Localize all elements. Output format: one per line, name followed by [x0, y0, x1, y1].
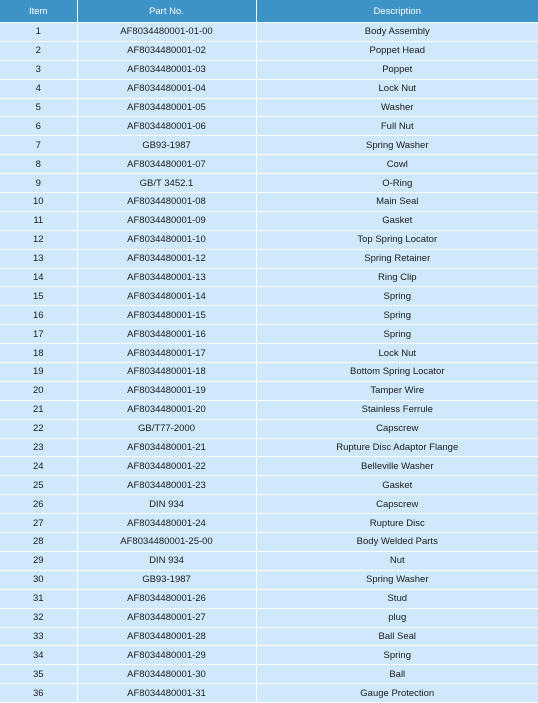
- item-cell: 24: [0, 457, 77, 476]
- description-cell: Spring Washer: [256, 136, 538, 155]
- table-row: [0, 41, 538, 60]
- table-row: [0, 665, 538, 684]
- description-cell: Lock Nut: [256, 79, 538, 98]
- part-no-cell: AF8034480001-27: [77, 608, 256, 627]
- part-no-cell: GB93-1987: [77, 136, 256, 155]
- part-no-cell: AF8034480001-02: [77, 41, 256, 60]
- item-cell: 25: [0, 476, 77, 495]
- item-cell: 22: [0, 419, 77, 438]
- description-cell: Spring Retainer: [256, 249, 538, 268]
- description-cell: Spring: [256, 306, 538, 325]
- item-cell: 27: [0, 514, 77, 533]
- table-row: [0, 60, 538, 79]
- description-cell: Ball: [256, 665, 538, 684]
- table-row: [0, 400, 538, 419]
- table-row: [0, 325, 538, 344]
- item-cell: 13: [0, 249, 77, 268]
- item-cell: 32: [0, 608, 77, 627]
- table-row: [0, 268, 538, 287]
- item-cell: 3: [0, 60, 77, 79]
- part-no-cell: AF8034480001-31: [77, 684, 256, 703]
- item-cell: 16: [0, 306, 77, 325]
- item-cell: 12: [0, 230, 77, 249]
- part-no-cell: AF8034480001-07: [77, 155, 256, 174]
- description-cell: Rupture Disc: [256, 514, 538, 533]
- part-no-cell: AF8034480001-17: [77, 344, 256, 363]
- description-cell: Nut: [256, 551, 538, 570]
- part-no-cell: AF8034480001-28: [77, 627, 256, 646]
- header-row: [0, 0, 538, 23]
- part-no-cell: AF8034480001-05: [77, 98, 256, 117]
- description-cell: Spring Washer: [256, 570, 538, 589]
- item-cell: 14: [0, 268, 77, 287]
- part-no-cell: AF8034480001-20: [77, 400, 256, 419]
- part-no-cell: AF8034480001-25-00: [77, 533, 256, 552]
- item-cell: 23: [0, 438, 77, 457]
- part-no-cell: AF8034480001-13: [77, 268, 256, 287]
- item-cell: 6: [0, 117, 77, 136]
- header-item: Item: [0, 0, 77, 23]
- description-cell: Poppet: [256, 60, 538, 79]
- item-cell: 21: [0, 400, 77, 419]
- description-cell: O-Ring: [256, 174, 538, 193]
- table-row: [0, 381, 538, 400]
- part-no-cell: AF8034480001-15: [77, 306, 256, 325]
- part-no-cell: GB93-1987: [77, 570, 256, 589]
- part-no-cell: AF8034480001-14: [77, 287, 256, 306]
- part-no-cell: GB/T77-2000: [77, 419, 256, 438]
- part-no-cell: AF8034480001-30: [77, 665, 256, 684]
- description-cell: Gasket: [256, 476, 538, 495]
- item-cell: 4: [0, 79, 77, 98]
- table-row: [0, 438, 538, 457]
- item-cell: 36: [0, 684, 77, 703]
- table-row: [0, 79, 538, 98]
- table-row: [0, 155, 538, 174]
- part-no-cell: AF8034480001-29: [77, 646, 256, 665]
- table-row: [0, 495, 538, 514]
- item-cell: 19: [0, 363, 77, 382]
- description-cell: Belleville Washer: [256, 457, 538, 476]
- description-cell: Ring Clip: [256, 268, 538, 287]
- description-cell: Gasket: [256, 211, 538, 230]
- table-row: [0, 514, 538, 533]
- item-cell: 7: [0, 136, 77, 155]
- table-row: [0, 608, 538, 627]
- item-cell: 2: [0, 41, 77, 60]
- part-no-cell: GB/T 3452.1: [77, 174, 256, 193]
- description-cell: plug: [256, 608, 538, 627]
- item-cell: 17: [0, 325, 77, 344]
- table-row: [0, 551, 538, 570]
- item-cell: 35: [0, 665, 77, 684]
- table-row: [0, 98, 538, 117]
- item-cell: 5: [0, 98, 77, 117]
- description-cell: Capscrew: [256, 495, 538, 514]
- header-description: Description: [256, 0, 538, 23]
- description-cell: Spring: [256, 287, 538, 306]
- table-body: [0, 23, 538, 703]
- table-row: [0, 23, 538, 42]
- description-cell: Full Nut: [256, 117, 538, 136]
- part-no-cell: AF8034480001-22: [77, 457, 256, 476]
- table-row: [0, 287, 538, 306]
- part-no-cell: AF8034480001-01-00: [77, 23, 256, 42]
- item-cell: 30: [0, 570, 77, 589]
- item-cell: 20: [0, 381, 77, 400]
- part-no-cell: AF8034480001-21: [77, 438, 256, 457]
- part-no-cell: AF8034480001-16: [77, 325, 256, 344]
- table-row: [0, 457, 538, 476]
- part-no-cell: AF8034480001-26: [77, 589, 256, 608]
- description-cell: Body Assembly: [256, 23, 538, 42]
- description-cell: Washer: [256, 98, 538, 117]
- description-cell: Body Welded Parts: [256, 533, 538, 552]
- part-no-cell: AF8034480001-06: [77, 117, 256, 136]
- part-no-cell: AF8034480001-08: [77, 193, 256, 212]
- table-row: [0, 174, 538, 193]
- item-cell: 34: [0, 646, 77, 665]
- table-row: [0, 363, 538, 382]
- description-cell: Poppet Head: [256, 41, 538, 60]
- part-no-cell: DIN 934: [77, 495, 256, 514]
- item-cell: 28: [0, 533, 77, 552]
- description-cell: Spring: [256, 325, 538, 344]
- item-cell: 26: [0, 495, 77, 514]
- description-cell: Gauge Protection: [256, 684, 538, 703]
- table-row: [0, 193, 538, 212]
- table-row: [0, 117, 538, 136]
- part-no-cell: AF8034480001-10: [77, 230, 256, 249]
- part-no-cell: AF8034480001-12: [77, 249, 256, 268]
- part-no-cell: AF8034480001-23: [77, 476, 256, 495]
- item-cell: 31: [0, 589, 77, 608]
- description-cell: Stud: [256, 589, 538, 608]
- table-row: [0, 419, 538, 438]
- item-cell: 11: [0, 211, 77, 230]
- part-no-cell: AF8034480001-04: [77, 79, 256, 98]
- part-no-cell: AF8034480001-18: [77, 363, 256, 382]
- table-row: [0, 211, 538, 230]
- description-cell: Main Seal: [256, 193, 538, 212]
- part-no-cell: AF8034480001-09: [77, 211, 256, 230]
- item-cell: 9: [0, 174, 77, 193]
- item-cell: 10: [0, 193, 77, 212]
- table-row: [0, 306, 538, 325]
- part-no-cell: AF8034480001-24: [77, 514, 256, 533]
- description-cell: Tamper Wire: [256, 381, 538, 400]
- table-row: [0, 533, 538, 552]
- part-no-cell: DIN 934: [77, 551, 256, 570]
- description-cell: Bottom Spring Locator: [256, 363, 538, 382]
- description-cell: Spring: [256, 646, 538, 665]
- item-cell: 18: [0, 344, 77, 363]
- part-no-cell: AF8034480001-03: [77, 60, 256, 79]
- description-cell: Lock Nut: [256, 344, 538, 363]
- header-part-no: Part No.: [77, 0, 256, 23]
- table-header: [0, 0, 538, 23]
- table-row: [0, 627, 538, 646]
- table-row: [0, 344, 538, 363]
- table-row: [0, 230, 538, 249]
- part-no-cell: AF8034480001-19: [77, 381, 256, 400]
- description-cell: Top Spring Locator: [256, 230, 538, 249]
- table-row: [0, 136, 538, 155]
- description-cell: Ball Seal: [256, 627, 538, 646]
- item-cell: 29: [0, 551, 77, 570]
- item-cell: 33: [0, 627, 77, 646]
- table-row: [0, 646, 538, 665]
- table-row: [0, 570, 538, 589]
- item-cell: 1: [0, 23, 77, 42]
- table-row: [0, 476, 538, 495]
- item-cell: 15: [0, 287, 77, 306]
- table-row: [0, 249, 538, 268]
- description-cell: Stainless Ferrule: [256, 400, 538, 419]
- description-cell: Cowl: [256, 155, 538, 174]
- description-cell: Capscrew: [256, 419, 538, 438]
- item-cell: 8: [0, 155, 77, 174]
- description-cell: Rupture Disc Adaptor Flange: [256, 438, 538, 457]
- table-row: [0, 589, 538, 608]
